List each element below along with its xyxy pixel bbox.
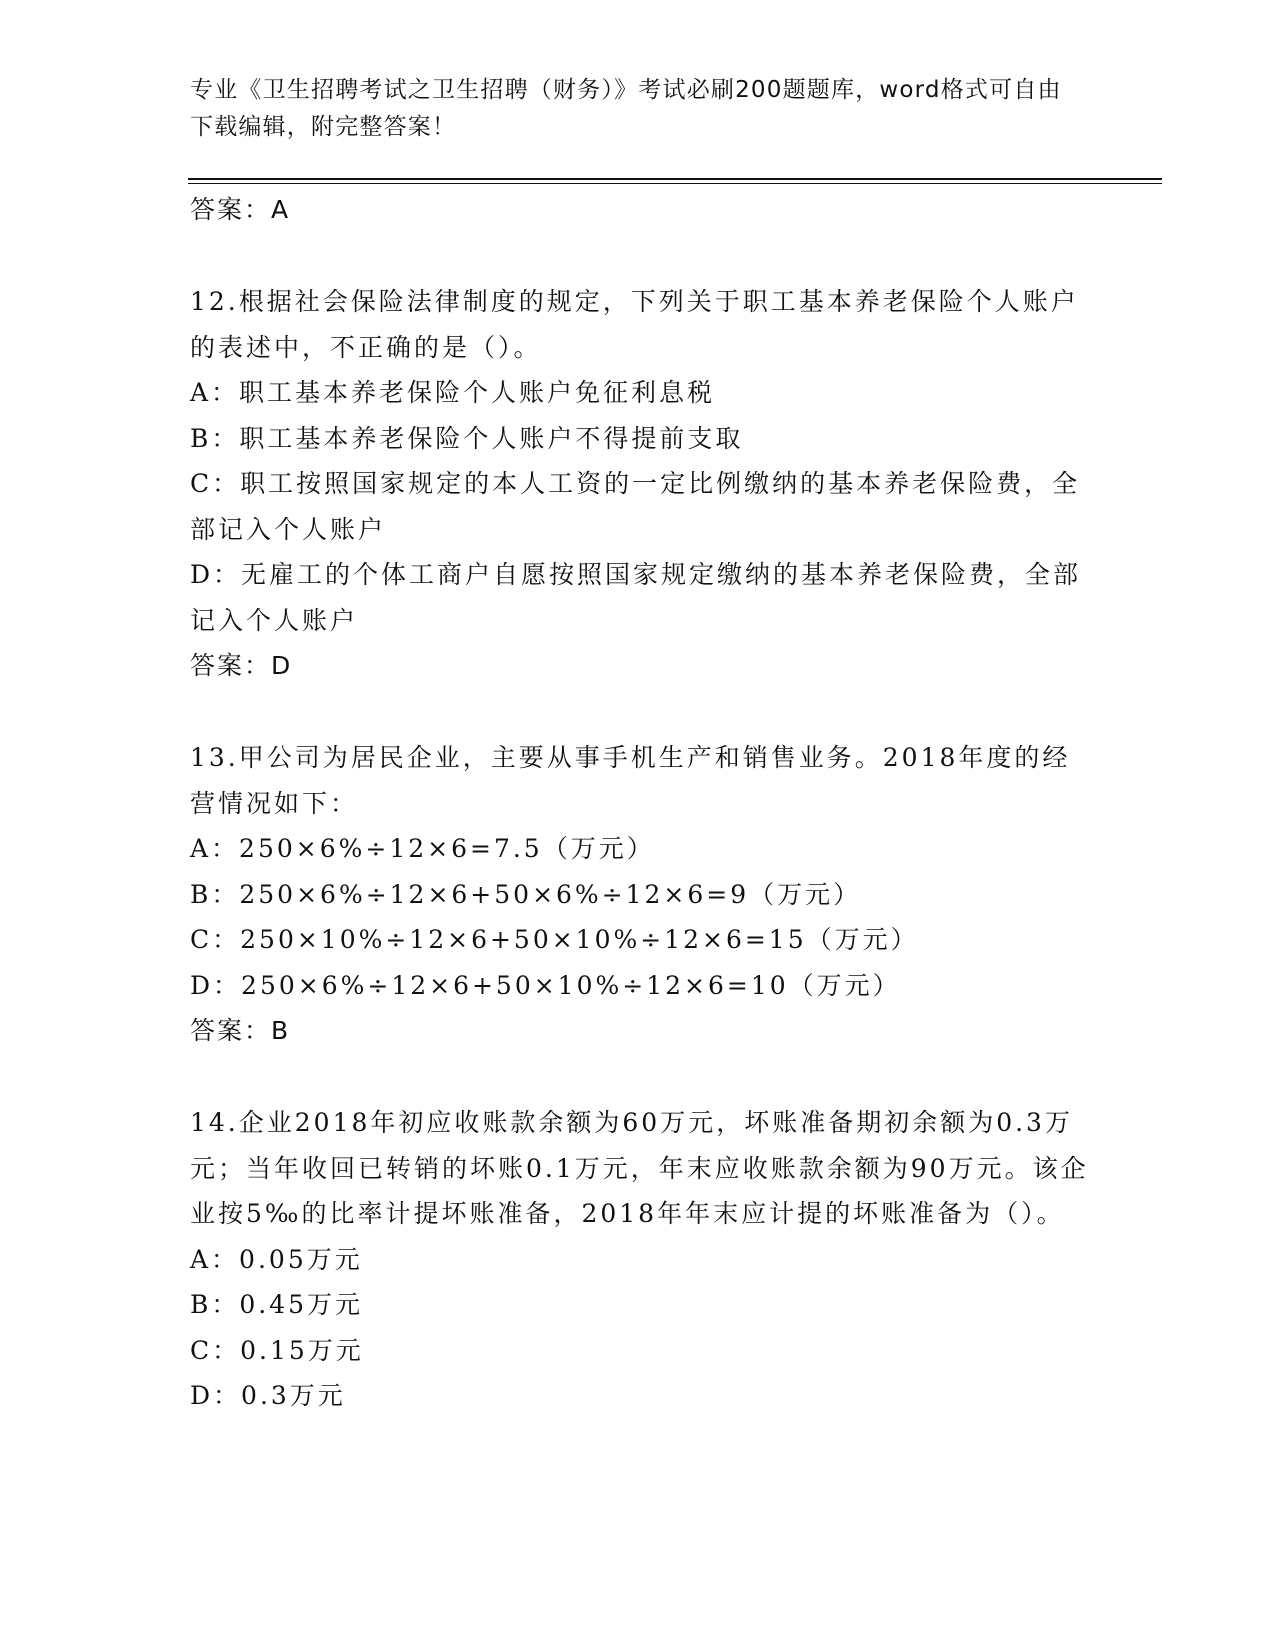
option-d: D：无雇工的个体工商户自愿按照国家规定缴纳的基本养老保险费，全部记入个人账户 bbox=[190, 560, 1082, 635]
option-a: A：250×6%÷12×6=7.5（万元） bbox=[190, 834, 655, 863]
option-a: A：0.05万元 bbox=[190, 1244, 363, 1274]
question-text: 13.甲公司为居民企业，主要从事手机生产和销售业务。2018年度的经营情况如下： bbox=[190, 743, 1071, 818]
header-divider-thin bbox=[188, 183, 1162, 184]
option-c: C：0.15万元 bbox=[190, 1335, 364, 1365]
option-c: C：职工按照国家规定的本人工资的一定比例缴纳的基本养老保险费，全部记入个人账户 bbox=[190, 469, 1081, 544]
option-c: C：250×10%÷12×6+50×10%÷12×6=15（万元） bbox=[190, 925, 919, 954]
header-divider-thick bbox=[188, 178, 1162, 180]
question-text: 14.企业2018年初应收账款余额为60万元，坏账准备期初余额为0.3万元；当年收回已转销的坏账0.1万元，年末应收账款余额为90万元。该企业按5‰的比率计提坏账准备，2018年年末应计提的坏账准备为（）。 bbox=[190, 1108, 1089, 1228]
option-d: D：250×6%÷12×6+50×10%÷12×6=10（万元） bbox=[190, 970, 901, 1000]
question-14 bbox=[190, 1100, 1090, 1419]
question-13 bbox=[190, 735, 1090, 1054]
question-text: 12.根据社会保险法律制度的规定，下列关于职工基本养老保险个人账户的表述中，不正确的是（）。 bbox=[190, 287, 1079, 362]
option-d: D：0.3万元 bbox=[190, 1381, 346, 1410]
option-b: B：职工基本养老保险个人账户不得提前支取 bbox=[190, 423, 744, 453]
answer-label: 答案：A bbox=[190, 195, 291, 224]
answer-label: 答案：B bbox=[190, 1016, 291, 1045]
option-a: A：职工基本养老保险个人账户免征利息税 bbox=[190, 378, 716, 407]
option-b: B：0.45万元 bbox=[190, 1290, 364, 1319]
question-content bbox=[190, 187, 1090, 1419]
option-b: B：250×6%÷12×6+50×6%÷12×6=9（万元） bbox=[190, 879, 862, 909]
document-header: 专业《卫生招聘考试之卫生招聘（财务）》考试必刷200题题库，word格式可自由下载编辑，附完整答案！ bbox=[190, 77, 1062, 140]
answer-label: 答案：D bbox=[190, 651, 293, 680]
question-12 bbox=[190, 279, 1090, 689]
